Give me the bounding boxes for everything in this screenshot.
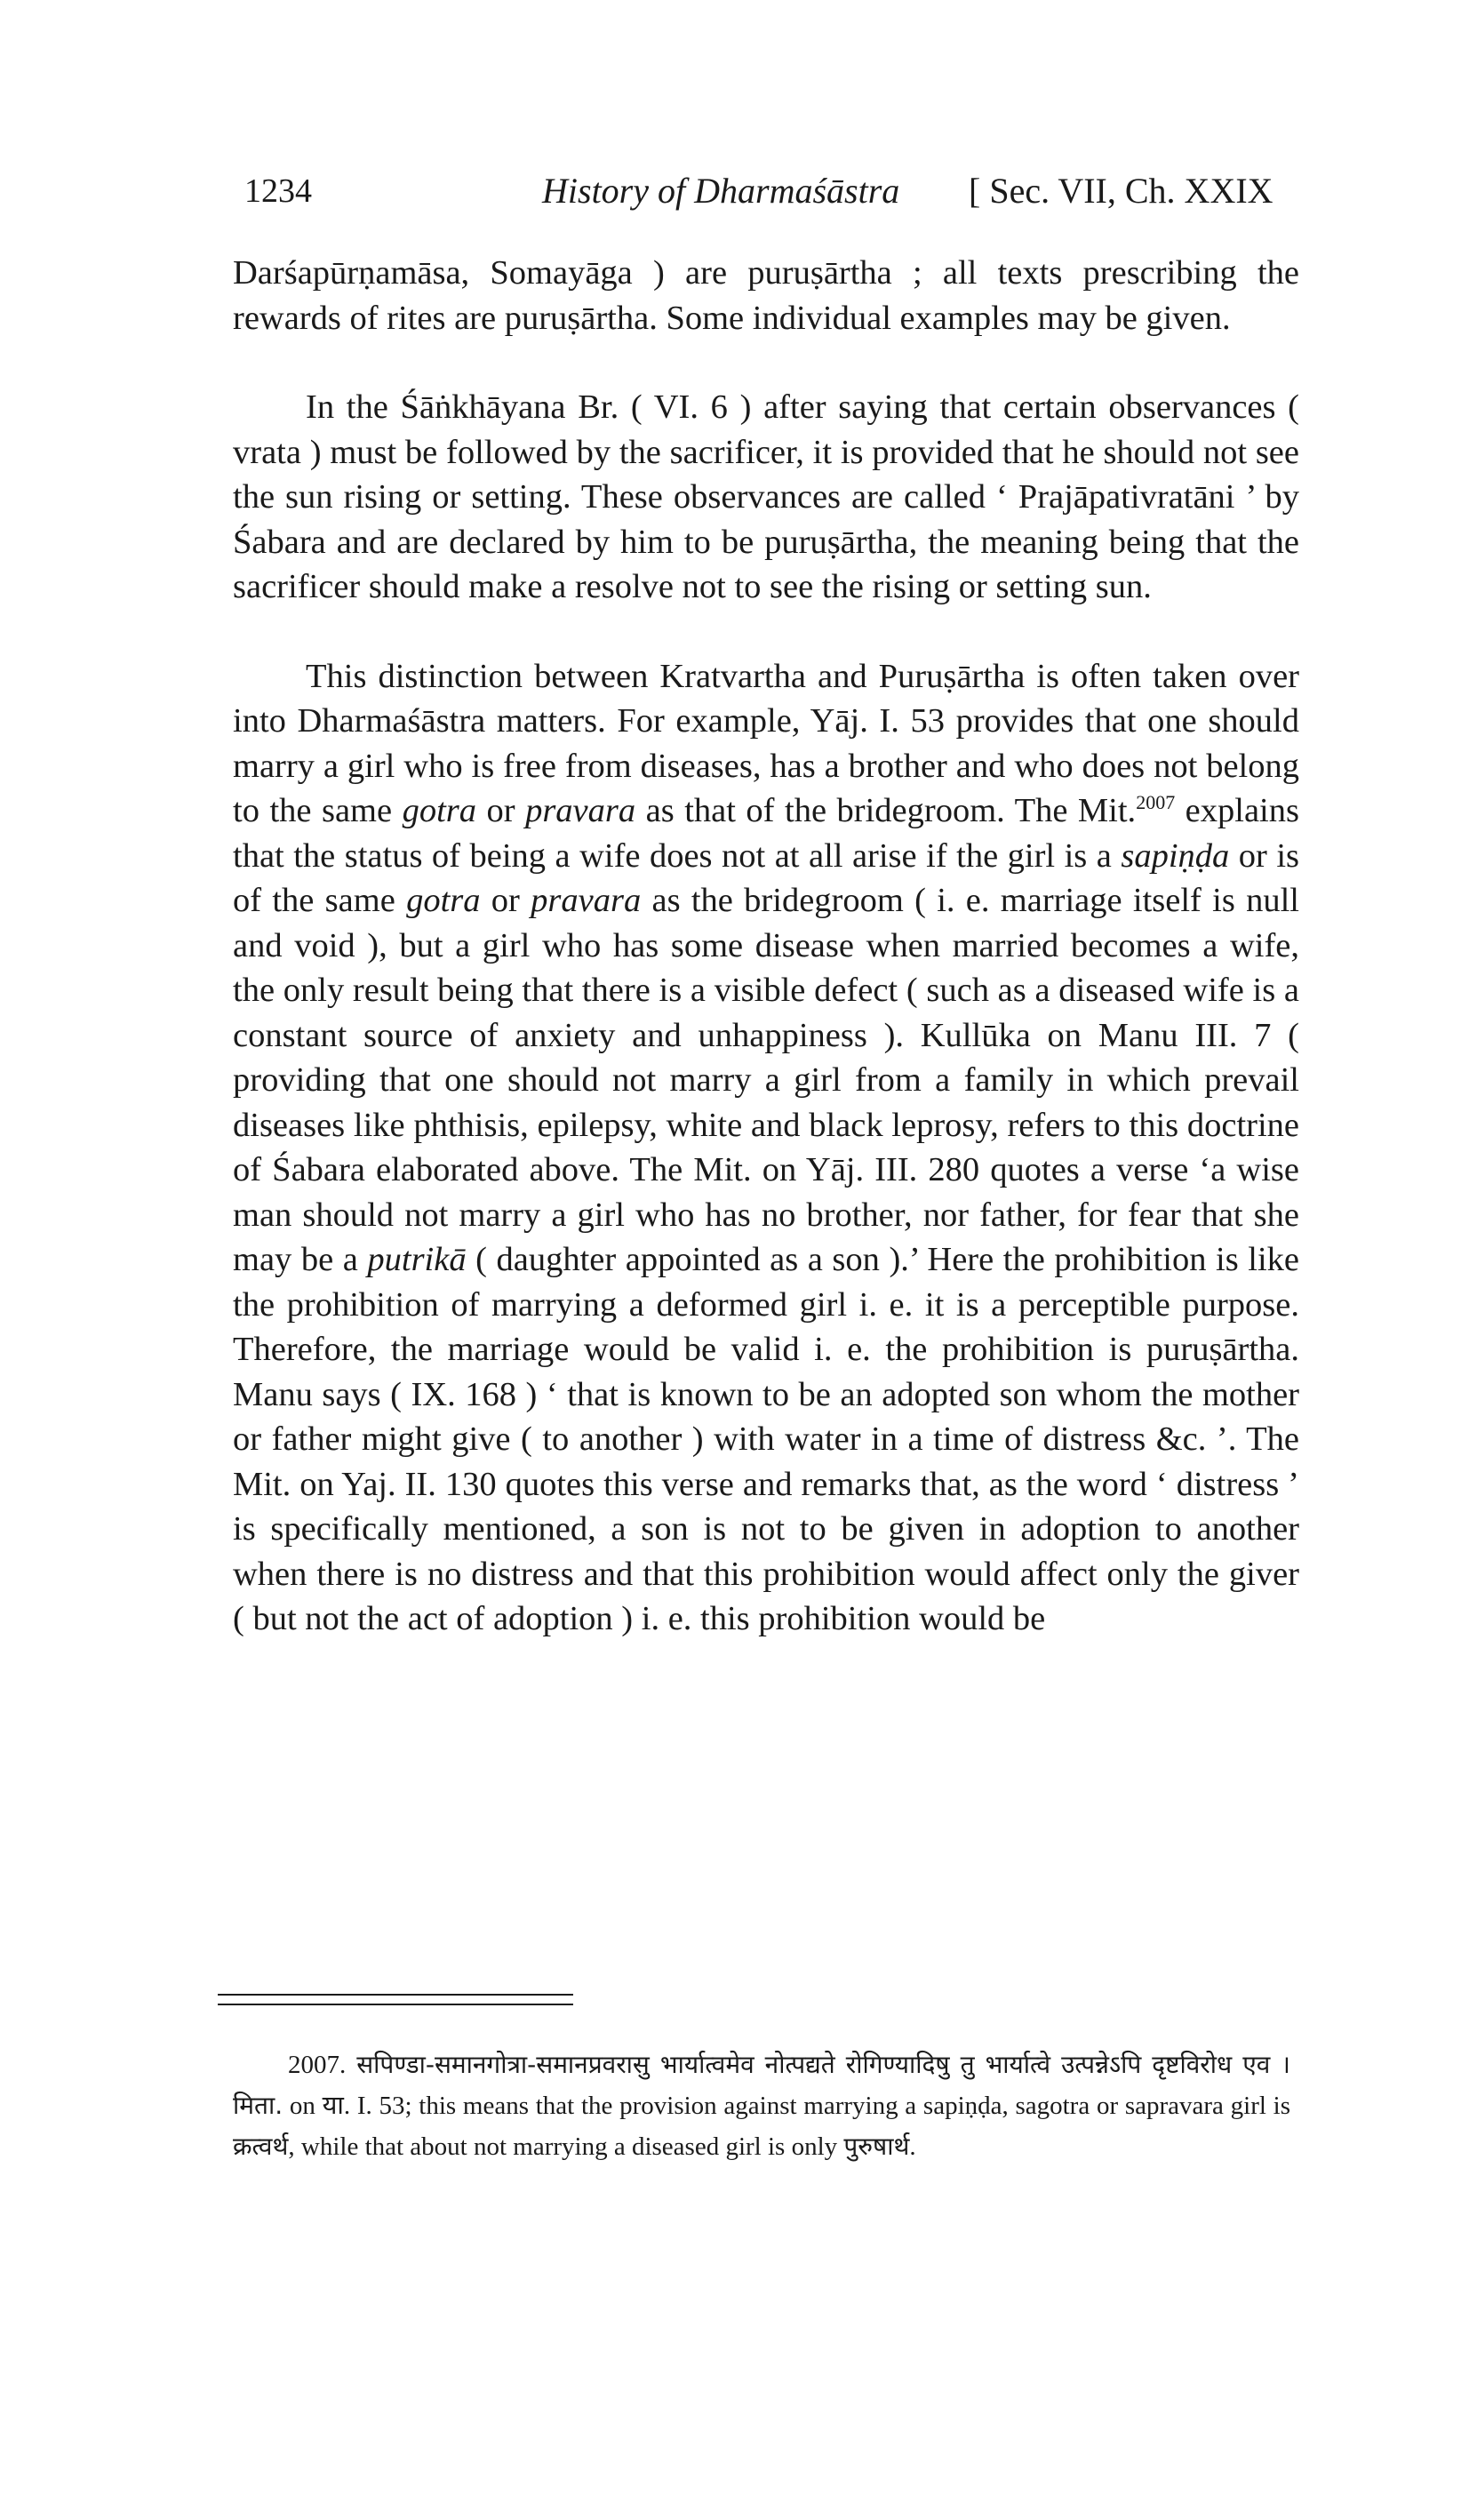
footnote-term-purushartha: पुरुषार्थ	[843, 2132, 910, 2161]
paragraph-3-text: or is of the same	[233, 836, 1300, 919]
term-gotra: gotra	[402, 792, 477, 829]
section-reference: [ Sec. VII, Ch. XXIX	[969, 171, 1273, 211]
term-pravara: pravara	[531, 882, 642, 919]
paragraph-3-text: as the bridegroom ( i. e. marriage itself is null and void ), but a girl who has some disease when married becomes a wife, the only result being that there is a visible defect ( such as a diseased wife is a constant source of anxiety and unhappiness ). Kullūka on Manu III. 7 ( providing that one should not marry a girl from a family in which prevail diseases like phthisis, epilepsy, white and black leprosy, refers to this doctrine of Śabara elaborated above. The Mit. on Yāj. III. 280 quotes a verse ‘a wise man should not marry a girl who has no brother, nor father, for fear that she may be a	[233, 882, 1299, 1278]
term-putrika: putrikā	[367, 1241, 467, 1278]
footnote-text: on या. I. 53; this means that the provision against marrying a sapiṇḍa, sagotra or sapravara girl is	[283, 2092, 1290, 2120]
footnote-text: , while that about not marrying a diseased girl is only	[288, 2132, 844, 2161]
footnote-text: .	[909, 2132, 916, 2161]
term-pravara: pravara	[525, 792, 636, 829]
paragraph-3-text: This distinction between Kratvartha and Puruṣārtha is often taken over into Dharmaśāstra matters. For example, Yāj. I. 53 provides that one should marry a girl who is free from diseases, has a brother and who does not belong to the same	[233, 657, 1299, 829]
paragraph-1: Darśapūrṇamāsa, Somayāga ) are puruṣārtha ; all texts prescribing the rewards of rites are puruṣārtha. Some individual examples may be given.	[233, 254, 1299, 337]
page-header	[244, 164, 1311, 218]
paragraph-3-text: or	[476, 792, 526, 829]
body-text	[233, 251, 1299, 1642]
paragraph-3	[233, 654, 1299, 1642]
footnote-divider	[218, 1994, 573, 2005]
footnote-term-kratvartha: क्रत्वर्थ	[233, 2132, 289, 2161]
paragraph-2: In the Śāṅkhāyana Br. ( VI. 6 ) after saying that certain observances ( vrata ) must be followed by the sacrificer, it is provided that he should not see the sun rising or setting. These observances are called ‘ Prajāpativratāni ’ by Śabara and are declared by him to be puruṣārtha, the meaning being that the sacrificer should make a resolve not to see the rising or setting sun.	[233, 388, 1299, 605]
footnote-reference: 2007	[1136, 791, 1176, 814]
running-title: History of Dharmaśāstra	[542, 171, 900, 211]
footnote	[233, 2044, 1290, 2167]
footnote-number: 2007.	[288, 2051, 347, 2079]
paragraph-3-text: or	[480, 882, 531, 919]
paragraph-3-text: ( daughter appointed as a son ).’ Here the prohibition is like the prohibition of marrying a deformed girl i. e. it is a perceptible purpose. Therefore, the marriage would be valid i. e. the prohibition is puruṣārtha. Manu says ( IX. 168 ) ‘ that is known to be an adopted son whom the mother or father might give ( to another ) with water in a time of distress &c. ’. The Mit. on Yaj. II. 130 quotes this verse and remarks that, as the word ‘ distress ’ is specifically mentioned, a son is not to be given in adoption to another when there is no distress and that this prohibition would affect only the giver ( but not the act of adoption ) i. e. this prohibition would be	[233, 1241, 1299, 1637]
paragraph-3-text: as that of the bridegroom. The Mit.	[635, 792, 1137, 829]
term-sapinda: sapiṇḍa	[1121, 836, 1230, 875]
footnote-sanskrit-quote: सपिण्डा-समानगोत्रा-समानप्रवरासु भार्यात्वमेव नोत्पद्यते रोगिण्यादिषु तु भार्यात्वे उत्पन्नेऽपि दृष्टविरोध एव । मिता.	[233, 2050, 1290, 2120]
page-number: 1234	[244, 172, 312, 210]
term-gotra: gotra	[406, 882, 481, 919]
paragraph-3-text: explains that the status of being a wife does not at all arise if the girl is a	[233, 792, 1299, 875]
